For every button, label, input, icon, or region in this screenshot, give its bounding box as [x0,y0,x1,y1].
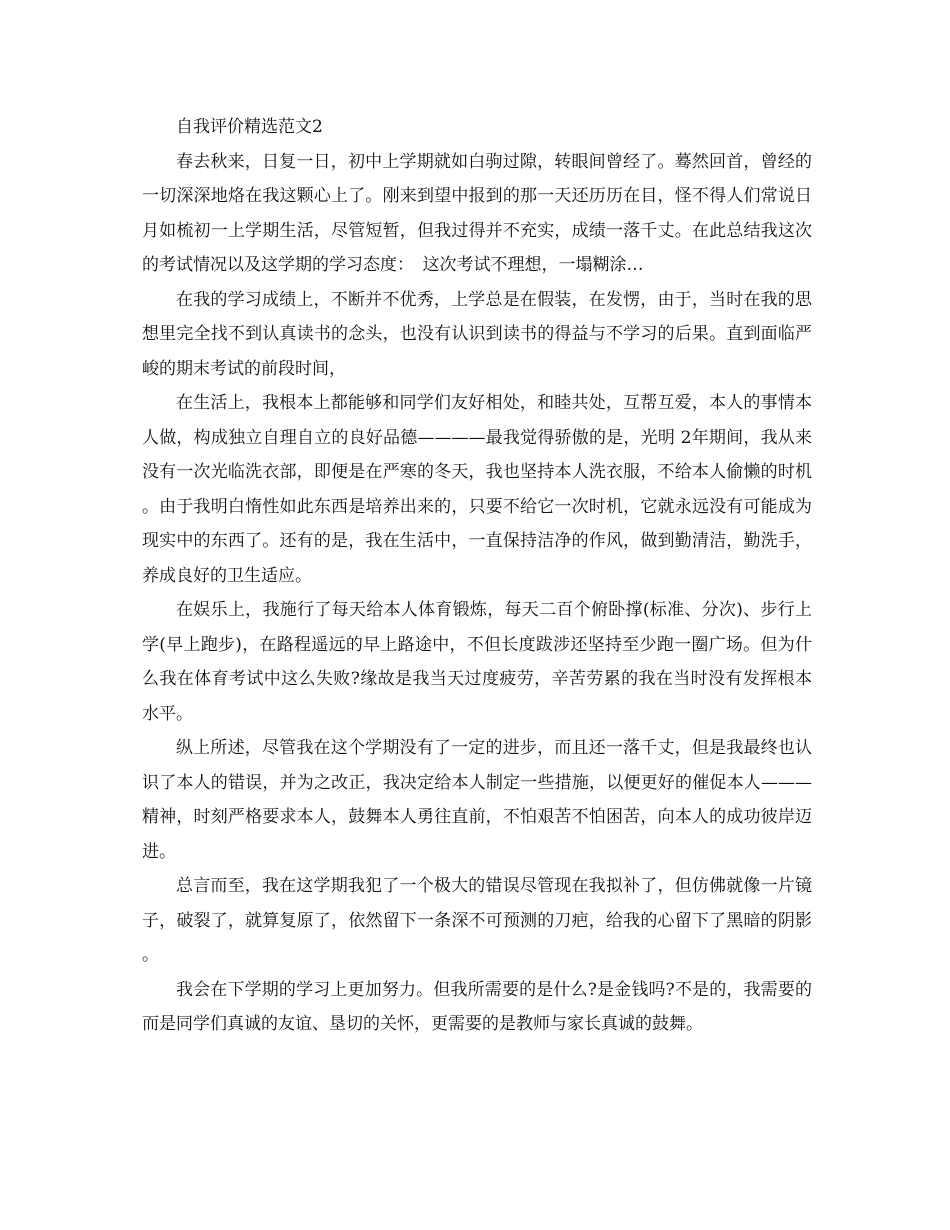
paragraph-study: 在我的学习成绩上，不断并不优秀，上学总是在假装，在发愣，由于，当时在我的思想里完全找不到认真读书的念头，也没有认识到读书的得益与不学习的后果。直到面临严峻的期末考试的前段时间， [142,289,812,379]
paragraph-intro: 春去秋来，日复一日，初中上学期就如白驹过隙，转眼间曾经了。蓦然回首，曾经的一切深深地烙在我这颗心上了。刚来到望中报到的那一天还历历在目，怪不得人们常说日月如梳初一上学期生活，尽管短暂，但我过得并不充实，成绩一落千丈。在此总结我这次的考试情况以及这学期的学习态度： 这次考试不理想，一塌糊涂… [142,151,812,275]
paragraph-conclusion: 我会在下学期的学习上更加努力。但我所需要的是什么?是金钱吗?不是的，我需要的而是同学们真诚的友谊、垦切的关怀，更需要的是教师与家长真诚的鼓舞。 [142,979,812,1034]
paragraph-life: 在生活上，我根本上都能够和同学们友好相处，和睦共处，互帮互爱，本人的事情本人做，构成独立自理自立的良好品德————最我觉得骄傲的是，光明 2年期间，我从来没有一次光临洗衣部，即便是在严寒的冬天，我也坚持本人洗衣服，不给本人偷懒的时机。由于我明白惰性如此东西是培养出来的，只要不给它一次时机，它就永远没有可能成为现实中的东西了。还有的是，我在生活中，一直保持洁净的作风，做到勤清洁，勤洗手，养成良好的卫生适应。 [142,393,812,586]
document-title: 自我评价精选范文2 [176,117,323,137]
paragraph-summary: 纵上所述，尽管我在这个学期没有了一定的进步，而且还一落千丈，但是我最终也认识了本人的错误，并为之改正，我决定给本人制定一些措施，以便更好的催促本人———精神，时刻严格要求本人，鼓舞本人勇往直前，不怕艰苦不怕困苦，向本人的成功彼岸迈进。 [142,738,812,862]
paragraph-reflection: 总言而至，我在这学期我犯了一个极大的错误尽管现在我拟补了，但仿佛就像一片镜子，破裂了，就算复原了，依然留下一条深不可预测的刀疤，给我的心留下了黑暗的阴影。 [142,876,812,965]
paragraph-recreation: 在娱乐上，我施行了每天给本人体育锻炼，每天二百个俯卧撑(标准、分次)、步行上学(早上跑步)，在路程遥远的早上路途中，不但长度跋涉还坚持至少跑一圈广场。但为什么我在体育考试中这么失败?缘故是我当天过度疲劳，辛苦劳累的我在当时没有发挥根本水平。 [142,600,812,724]
document-body [142,110,812,1042]
